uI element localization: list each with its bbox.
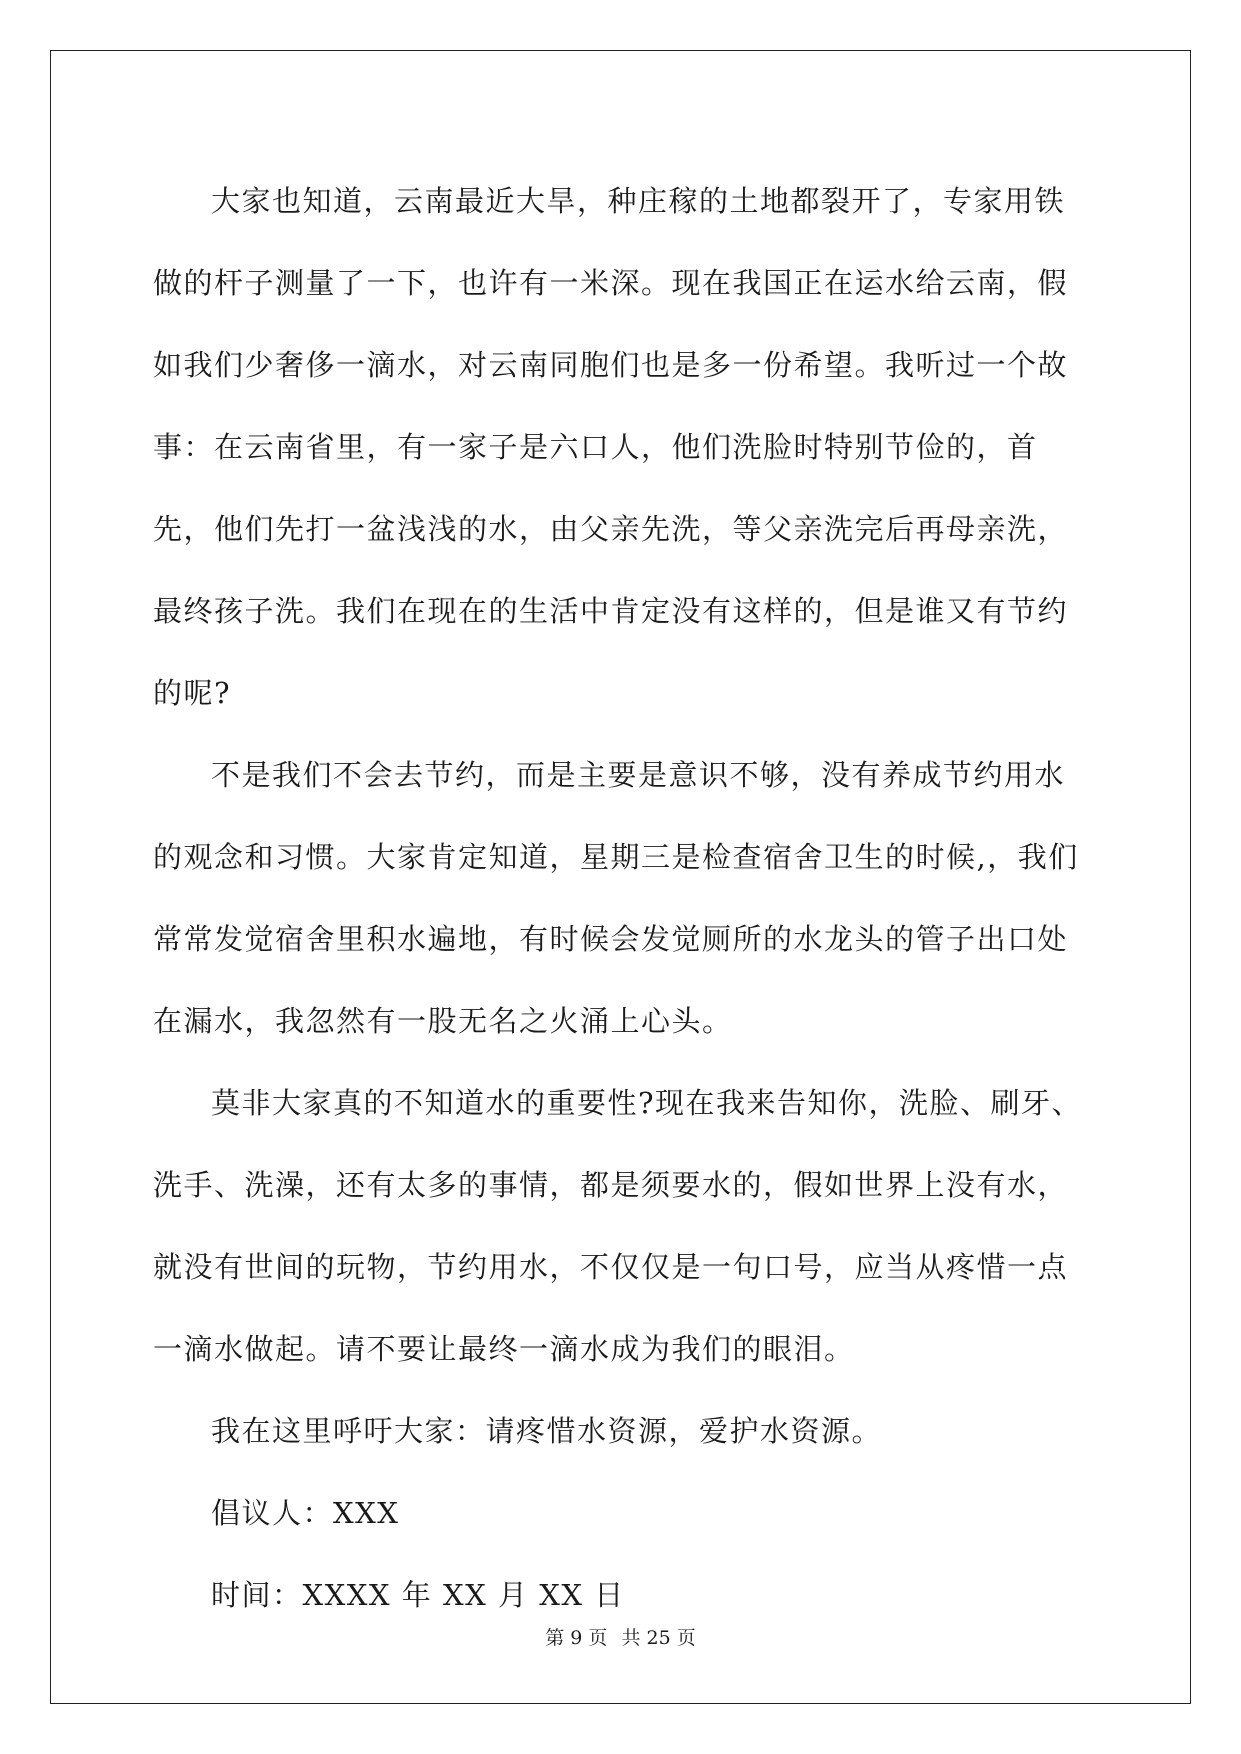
document-body <box>153 160 1088 1636</box>
paragraph-importance: 莫非大家真的不知道水的重要性?现在我来告知你，洗脸、刷牙、洗手、洗澡，还有太多的事情，都是须要水的，假如世界上没有水，就没有世间的玩物，节约用水，不仅仅是一句口号，应当从疼惜一点一滴水做起。请不要让最终一滴水成为我们的眼泪。 <box>153 1086 1083 1366</box>
page-footer <box>0 1623 1241 1650</box>
initiator-line: 倡议人：XXX <box>211 1496 400 1530</box>
date-line: 时间：XXXX 年 XX 月 XX 日 <box>211 1578 625 1612</box>
page-number: 第 9 页 <box>545 1627 608 1649</box>
page-total: 共 25 页 <box>621 1627 696 1649</box>
paragraph-drought: 大家也知道，云南最近大旱，种庄稼的土地都裂开了，专家用铁做的杆子测量了一下，也许有一米深。现在我国正在运水给云南，假如我们少奢侈一滴水，对云南同胞们也是多一份希望。我听过一个故事：在云南省里，有一家子是六口人，他们洗脸时特别节俭的，首先，他们先打一盆浅浅的水，由父亲先洗，等父亲洗完后再母亲洗，最终孩子洗。我们在现在的生活中肯定没有这样的，但是谁又有节约的呢? <box>153 184 1069 710</box>
paragraph-awareness: 不是我们不会去节约，而是主要是意识不够，没有养成节约用水的观念和习惯。大家肯定知道，星期三是检查宿舍卫生的时候,，我们常常发觉宿舍里积水遍地，有时候会发觉厕所的水龙头的管子出口处在漏水，我忽然有一股无名之火涌上心头。 <box>153 758 1079 1038</box>
appeal-line: 我在这里呼吁大家：请疼惜水资源，爱护水资源。 <box>211 1414 883 1448</box>
